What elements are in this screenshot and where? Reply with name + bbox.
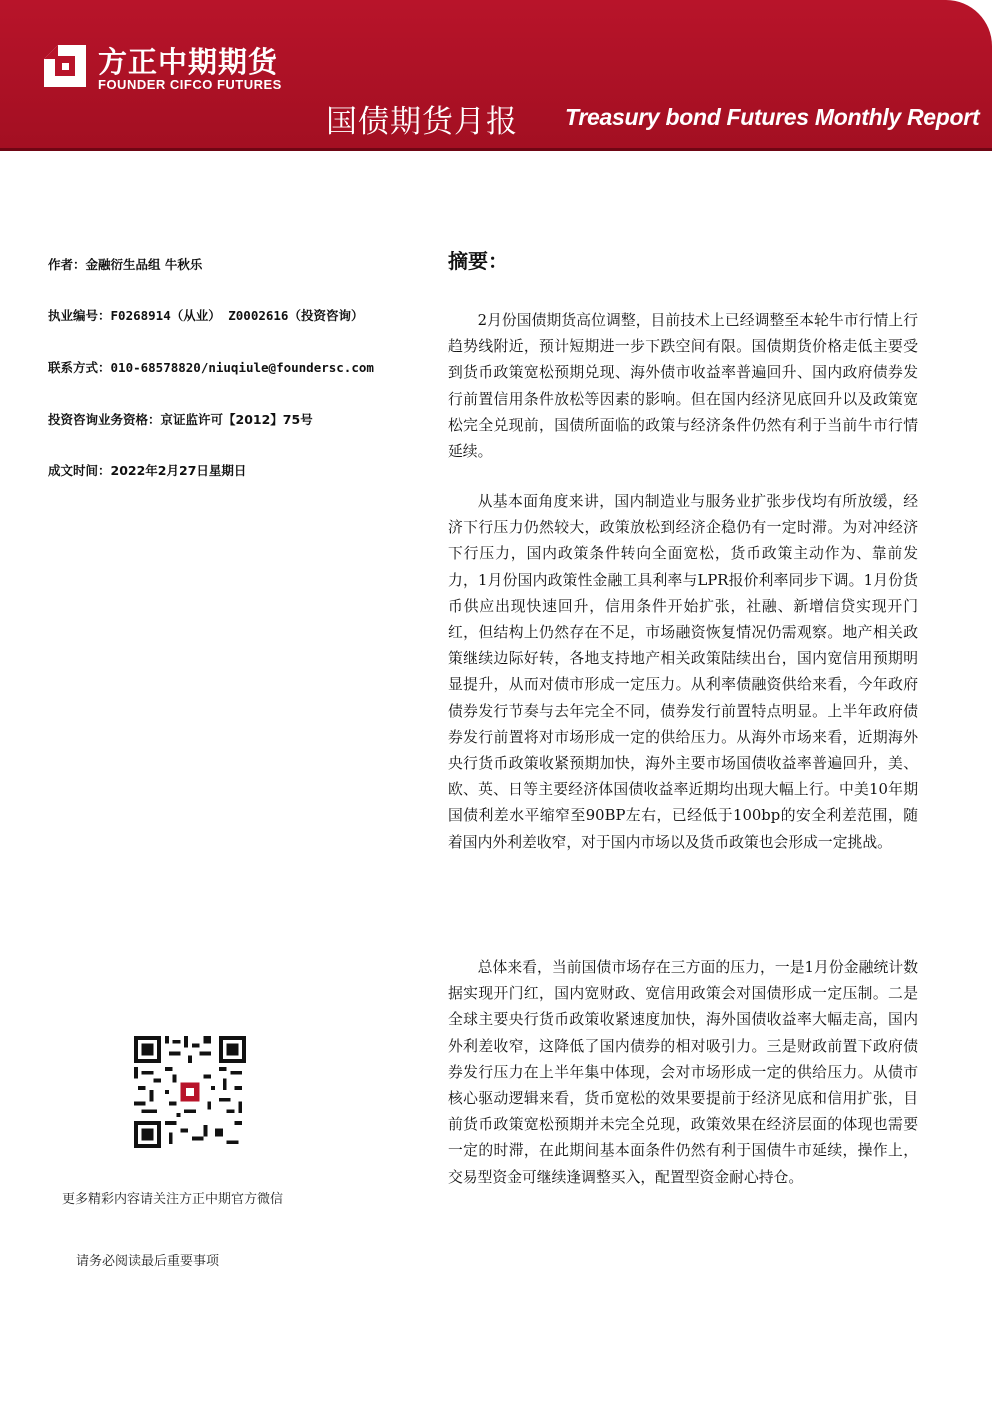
- summary-paragraph: 总体来看，当前国债市场存在三方面的压力，一是1月份金融统计数据实现开门红，国内宽财政、宽信用政策会对国债形成一定压制。二是全球主要央行货币政策收紧速度加快，海外国债收益率大幅走高，国内外利差收窄，这降低了国内债券的相对吸引力。三是财政前置下政府债券发行压力在上半年集中体现，会对市场形成一定的供给压力。从债市核心驱动逻辑来看，货币宽松的效果要提前于经济见底和信用扩张，目前货币政策宽松预期并未完全兑现，政策效果在经济层面的体现也需要一定的时滞，在此期间基本面条件仍然有利于国债牛市延续，操作上，交易型资金可继续逢调整买入，配置型资金耐心持仓。: [448, 959, 918, 1186]
- contact-line: [48, 358, 374, 376]
- founder-logo-icon: [40, 41, 90, 91]
- date-value: 2022年2月27日星期日: [110, 463, 247, 478]
- date-label: 成文时间：: [48, 463, 111, 478]
- report-title-cn: 国债期货月报: [326, 104, 518, 140]
- contact-label: 联系方式：: [48, 360, 111, 375]
- report-title-en: Treasury bond Futures Monthly Report: [565, 104, 980, 130]
- header-banner: [0, 0, 992, 151]
- license-label: 执业编号：: [48, 308, 111, 323]
- author-label: 作者：: [48, 257, 86, 272]
- summary-paragraph: 2月份国债期货高位调整，目前技术上已经调整至本轮牛市行情上行趋势线附近，预计短期进一步下跌空间有限。国债期货价格走低主要受到货币政策宽松预期兑现、海外债市收益率普遍回升、国内政府债券发行前置信用条件放松等因素的影响。但在国内经济见底回升以及政策宽松完全兑现前，国债所面临的政策与经济条件仍然有利于当前牛市行情延续。: [448, 312, 918, 461]
- date-line: [48, 461, 246, 479]
- license-line: [48, 306, 363, 324]
- contact-value[interactable]: 010-68578820/niuqiule@foundersc.com: [110, 360, 374, 375]
- brand-name-cn: 方正中期期货: [98, 45, 279, 79]
- qr-caption: 更多精彩内容请关注方正中期官方微信: [62, 1192, 284, 1207]
- qualification-line: [48, 410, 313, 428]
- qualification-value: 京证监许可【2012】75号: [160, 412, 313, 427]
- summary-paragraph: 从基本面角度来讲，国内制造业与服务业扩张步伐均有所放缓，经济下行压力仍然较大，政策放松到经济企稳仍有一定时滞。为对冲经济下行压力，国内政策条件转向全面宽松，货币政策主动作为、靠前发力，1月份国内政策性金融工具利率与LPR报价利率同步下调。1月份货币供应出现快速回升，信用条件开始扩张，社融、新增信贷实现开门红，但结构上仍然存在不足，市场融资恢复情况仍需观察。地产相关政策继续边际好转，各地支持地产相关政策陆续出台，国内宽信用预期明显提升，从而对债市形成一定压力。从利率债融资供给来看，今年政府债券发行节奏与去年完全不同，债券发行前置特点明显。上半年政府债券发行前置将对市场形成一定的供给压力。从海外市场来看，近期海外央行货币政策收紧预期加快，海外主要市场国债收益率普遍回升，美、欧、英、日等主要经济体国债收益率近期均出现大幅上行。中美10年期国债利差水平缩窄至90BP左右，已经低于100bp的安全利差范围，随着国内外利差收窄，对于国内市场以及货币政策也会形成一定挑战。: [448, 493, 918, 851]
- brand-name-en: FOUNDER CIFCO FUTURES: [98, 77, 282, 92]
- qr-code-icon[interactable]: [134, 1036, 246, 1148]
- author-value: 金融衍生品组 牛秋乐: [85, 257, 203, 272]
- disclaimer-notice: 请务必阅读最后重要事项: [76, 1254, 220, 1269]
- license-value: F0268914（从业） Z0002616（投资咨询）: [110, 308, 364, 323]
- qualification-label: 投资咨询业务资格：: [48, 412, 161, 427]
- summary-title: 摘要：: [448, 249, 508, 273]
- author-line: [48, 255, 202, 273]
